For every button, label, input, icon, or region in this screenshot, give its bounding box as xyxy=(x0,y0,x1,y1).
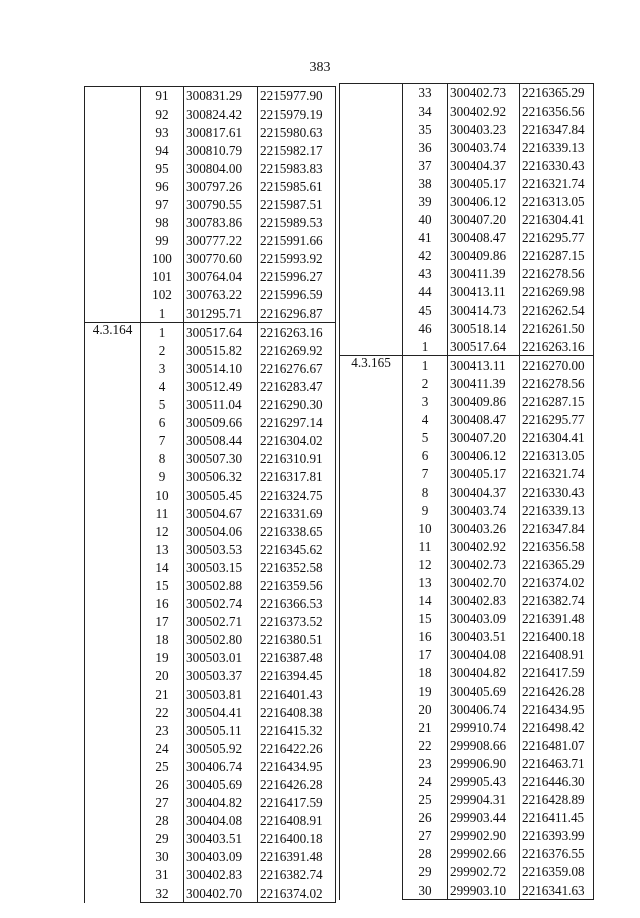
y-coordinate: 2216365.29 xyxy=(520,84,594,103)
x-coordinate: 300403.09 xyxy=(184,848,258,866)
point-number: 2 xyxy=(141,341,184,359)
point-number: 98 xyxy=(141,214,184,232)
x-coordinate: 300817.61 xyxy=(184,123,258,141)
y-coordinate: 2216278.56 xyxy=(520,265,594,283)
point-number: 12 xyxy=(403,555,448,573)
y-coordinate: 2216417.59 xyxy=(258,794,336,812)
point-number: 3 xyxy=(141,359,184,377)
y-coordinate: 2216408.91 xyxy=(258,812,336,830)
point-number: 14 xyxy=(141,558,184,576)
point-number: 20 xyxy=(141,667,184,685)
y-coordinate: 2216296.87 xyxy=(258,304,336,323)
y-coordinate: 2216290.30 xyxy=(258,396,336,414)
point-number: 32 xyxy=(141,884,184,903)
y-coordinate: 2216276.67 xyxy=(258,359,336,377)
point-number: 16 xyxy=(403,628,448,646)
point-number: 23 xyxy=(141,721,184,739)
y-coordinate: 2216366.53 xyxy=(258,595,336,613)
x-coordinate: 300406.12 xyxy=(448,193,520,211)
point-number: 9 xyxy=(403,501,448,519)
y-coordinate: 2216304.02 xyxy=(258,432,336,450)
point-number: 3 xyxy=(403,393,448,411)
point-number: 42 xyxy=(403,247,448,265)
y-coordinate: 2215993.92 xyxy=(258,250,336,268)
point-number: 1 xyxy=(141,304,184,323)
point-number: 7 xyxy=(403,465,448,483)
x-coordinate: 300504.41 xyxy=(184,703,258,721)
point-number: 29 xyxy=(403,863,448,881)
x-coordinate: 300404.82 xyxy=(448,664,520,682)
coordinates-table-left xyxy=(84,86,336,903)
y-coordinate: 2216263.16 xyxy=(258,323,336,342)
x-coordinate: 300508.44 xyxy=(184,432,258,450)
y-coordinate: 2216310.91 xyxy=(258,450,336,468)
x-coordinate: 300507.30 xyxy=(184,450,258,468)
point-number: 44 xyxy=(403,283,448,301)
point-number: 92 xyxy=(141,105,184,123)
y-coordinate: 2216422.26 xyxy=(258,739,336,757)
point-number: 10 xyxy=(141,486,184,504)
y-coordinate: 2216339.13 xyxy=(520,501,594,519)
point-number: 39 xyxy=(403,193,448,211)
y-coordinate: 2216417.59 xyxy=(520,664,594,682)
y-coordinate: 2216330.43 xyxy=(520,156,594,174)
x-coordinate: 299910.74 xyxy=(448,718,520,736)
point-number: 25 xyxy=(403,791,448,809)
y-coordinate: 2216313.05 xyxy=(520,193,594,211)
y-coordinate: 2216408.91 xyxy=(520,646,594,664)
y-coordinate: 2215987.51 xyxy=(258,196,336,214)
x-coordinate: 299908.66 xyxy=(448,736,520,754)
x-coordinate: 300505.45 xyxy=(184,486,258,504)
table-row xyxy=(340,84,594,103)
x-coordinate: 300414.73 xyxy=(448,301,520,319)
x-coordinate: 300504.67 xyxy=(184,504,258,522)
y-coordinate: 2215979.19 xyxy=(258,105,336,123)
y-coordinate: 2216446.30 xyxy=(520,773,594,791)
y-coordinate: 2216373.52 xyxy=(258,613,336,631)
point-number: 28 xyxy=(403,845,448,863)
section-id: 4.3.164 xyxy=(85,323,141,903)
point-number: 43 xyxy=(403,265,448,283)
point-number: 24 xyxy=(403,773,448,791)
y-coordinate: 2216374.02 xyxy=(258,884,336,903)
point-number: 10 xyxy=(403,519,448,537)
point-number: 33 xyxy=(403,84,448,103)
x-coordinate: 300504.06 xyxy=(184,522,258,540)
x-coordinate: 300407.20 xyxy=(448,211,520,229)
point-number: 11 xyxy=(403,537,448,555)
y-coordinate: 2216434.95 xyxy=(520,700,594,718)
y-coordinate: 2215996.27 xyxy=(258,268,336,286)
y-coordinate: 2216376.55 xyxy=(520,845,594,863)
point-number: 41 xyxy=(403,229,448,247)
x-coordinate: 300502.74 xyxy=(184,595,258,613)
y-coordinate: 2216380.51 xyxy=(258,631,336,649)
y-coordinate: 2216297.14 xyxy=(258,414,336,432)
point-number: 8 xyxy=(141,450,184,468)
y-coordinate: 2216324.75 xyxy=(258,486,336,504)
y-coordinate: 2216287.15 xyxy=(520,247,594,265)
x-coordinate: 300405.69 xyxy=(184,776,258,794)
x-coordinate: 300404.37 xyxy=(448,156,520,174)
point-number: 19 xyxy=(403,682,448,700)
point-number: 15 xyxy=(403,610,448,628)
point-number: 100 xyxy=(141,250,184,268)
x-coordinate: 300403.09 xyxy=(448,610,520,628)
y-coordinate: 2216498.42 xyxy=(520,718,594,736)
y-coordinate: 2216365.29 xyxy=(520,555,594,573)
x-coordinate: 300764.04 xyxy=(184,268,258,286)
point-number: 91 xyxy=(141,87,184,106)
y-coordinate: 2216408.38 xyxy=(258,703,336,721)
point-number: 95 xyxy=(141,159,184,177)
y-coordinate: 2215977.90 xyxy=(258,87,336,106)
x-coordinate: 300777.22 xyxy=(184,232,258,250)
y-coordinate: 2216304.41 xyxy=(520,429,594,447)
x-coordinate: 300503.01 xyxy=(184,649,258,667)
y-coordinate: 2216338.65 xyxy=(258,522,336,540)
x-coordinate: 299902.66 xyxy=(448,845,520,863)
point-number: 18 xyxy=(403,664,448,682)
x-coordinate: 300810.79 xyxy=(184,141,258,159)
y-coordinate: 2216341.63 xyxy=(520,881,594,900)
point-number: 5 xyxy=(141,396,184,414)
y-coordinate: 2216481.07 xyxy=(520,736,594,754)
y-coordinate: 2216434.95 xyxy=(258,757,336,775)
point-number: 17 xyxy=(403,646,448,664)
x-coordinate: 300511.04 xyxy=(184,396,258,414)
point-number: 93 xyxy=(141,123,184,141)
y-coordinate: 2216463.71 xyxy=(520,754,594,772)
x-coordinate: 300503.53 xyxy=(184,540,258,558)
x-coordinate: 300514.10 xyxy=(184,359,258,377)
y-coordinate: 2216391.48 xyxy=(258,848,336,866)
y-coordinate: 2215996.59 xyxy=(258,286,336,304)
point-number: 11 xyxy=(141,504,184,522)
y-coordinate: 2216382.74 xyxy=(520,592,594,610)
x-coordinate: 300409.86 xyxy=(448,393,520,411)
x-coordinate: 300402.92 xyxy=(448,537,520,555)
y-coordinate: 2216359.08 xyxy=(520,863,594,881)
point-number: 36 xyxy=(403,138,448,156)
x-coordinate: 300502.80 xyxy=(184,631,258,649)
point-number: 1 xyxy=(403,356,448,375)
y-coordinate: 2216295.77 xyxy=(520,229,594,247)
x-coordinate: 300502.88 xyxy=(184,577,258,595)
y-coordinate: 2216321.74 xyxy=(520,174,594,192)
x-coordinate: 300505.92 xyxy=(184,739,258,757)
y-coordinate: 2216347.84 xyxy=(520,519,594,537)
x-coordinate: 300413.11 xyxy=(448,356,520,375)
x-coordinate: 300404.08 xyxy=(448,646,520,664)
y-coordinate: 2216426.28 xyxy=(258,776,336,794)
y-coordinate: 2216411.45 xyxy=(520,809,594,827)
y-coordinate: 2215983.83 xyxy=(258,159,336,177)
point-number: 26 xyxy=(403,809,448,827)
y-coordinate: 2215980.63 xyxy=(258,123,336,141)
y-coordinate: 2216263.16 xyxy=(520,337,594,356)
y-coordinate: 2216401.43 xyxy=(258,685,336,703)
point-number: 37 xyxy=(403,156,448,174)
x-coordinate: 300406.12 xyxy=(448,447,520,465)
x-coordinate: 299902.72 xyxy=(448,863,520,881)
y-coordinate: 2216278.56 xyxy=(520,375,594,393)
y-coordinate: 2216374.02 xyxy=(520,574,594,592)
x-coordinate: 300804.00 xyxy=(184,159,258,177)
point-number: 94 xyxy=(141,141,184,159)
point-number: 21 xyxy=(403,718,448,736)
x-coordinate: 300831.29 xyxy=(184,87,258,106)
point-number: 18 xyxy=(141,631,184,649)
x-coordinate: 300402.70 xyxy=(448,574,520,592)
x-coordinate: 299905.43 xyxy=(448,773,520,791)
table-row xyxy=(85,87,336,106)
y-coordinate: 2216283.47 xyxy=(258,378,336,396)
y-coordinate: 2216400.18 xyxy=(520,628,594,646)
point-number: 102 xyxy=(141,286,184,304)
y-coordinate: 2216317.81 xyxy=(258,468,336,486)
y-coordinate: 2215991.66 xyxy=(258,232,336,250)
y-coordinate: 2216352.58 xyxy=(258,558,336,576)
point-number: 20 xyxy=(403,700,448,718)
x-coordinate: 300502.71 xyxy=(184,613,258,631)
y-coordinate: 2216391.48 xyxy=(520,610,594,628)
y-coordinate: 2216269.98 xyxy=(520,283,594,301)
y-coordinate: 2216428.89 xyxy=(520,791,594,809)
point-number: 6 xyxy=(141,414,184,432)
x-coordinate: 300503.15 xyxy=(184,558,258,576)
x-coordinate: 299906.90 xyxy=(448,754,520,772)
x-coordinate: 300405.17 xyxy=(448,465,520,483)
x-coordinate: 300503.37 xyxy=(184,667,258,685)
x-coordinate: 299903.44 xyxy=(448,809,520,827)
point-number: 31 xyxy=(141,866,184,884)
x-coordinate: 300517.64 xyxy=(448,337,520,356)
y-coordinate: 2216356.58 xyxy=(520,537,594,555)
point-number: 97 xyxy=(141,196,184,214)
x-coordinate: 300413.11 xyxy=(448,283,520,301)
y-coordinate: 2215985.61 xyxy=(258,177,336,195)
y-coordinate: 2216339.13 xyxy=(520,138,594,156)
x-coordinate: 300405.17 xyxy=(448,174,520,192)
point-number: 13 xyxy=(403,574,448,592)
point-number: 14 xyxy=(403,592,448,610)
x-coordinate: 300783.86 xyxy=(184,214,258,232)
point-number: 99 xyxy=(141,232,184,250)
y-coordinate: 2216359.56 xyxy=(258,577,336,595)
x-coordinate: 300512.49 xyxy=(184,378,258,396)
section-id xyxy=(340,84,403,356)
y-coordinate: 2216415.32 xyxy=(258,721,336,739)
x-coordinate: 300509.66 xyxy=(184,414,258,432)
point-number: 27 xyxy=(141,794,184,812)
y-coordinate: 2216400.18 xyxy=(258,830,336,848)
point-number: 27 xyxy=(403,827,448,845)
x-coordinate: 300515.82 xyxy=(184,341,258,359)
x-coordinate: 300402.83 xyxy=(448,592,520,610)
x-coordinate: 300790.55 xyxy=(184,196,258,214)
y-coordinate: 2215982.17 xyxy=(258,141,336,159)
x-coordinate: 300406.74 xyxy=(184,757,258,775)
x-coordinate: 300408.47 xyxy=(448,411,520,429)
x-coordinate: 300403.51 xyxy=(184,830,258,848)
x-coordinate: 300763.22 xyxy=(184,286,258,304)
y-coordinate: 2216321.74 xyxy=(520,465,594,483)
point-number: 13 xyxy=(141,540,184,558)
point-number: 12 xyxy=(141,522,184,540)
section-id: 4.3.165 xyxy=(340,356,403,900)
point-number: 25 xyxy=(141,757,184,775)
point-number: 22 xyxy=(141,703,184,721)
y-coordinate: 2216331.69 xyxy=(258,504,336,522)
point-number: 2 xyxy=(403,375,448,393)
y-coordinate: 2216393.99 xyxy=(520,827,594,845)
x-coordinate: 300518.14 xyxy=(448,319,520,337)
y-coordinate: 2216313.05 xyxy=(520,447,594,465)
y-coordinate: 2216394.45 xyxy=(258,667,336,685)
point-number: 4 xyxy=(403,411,448,429)
point-number: 38 xyxy=(403,174,448,192)
point-number: 8 xyxy=(403,483,448,501)
x-coordinate: 300403.74 xyxy=(448,501,520,519)
point-number: 5 xyxy=(403,429,448,447)
x-coordinate: 300402.83 xyxy=(184,866,258,884)
x-coordinate: 300411.39 xyxy=(448,375,520,393)
y-coordinate: 2216295.77 xyxy=(520,411,594,429)
coordinates-table-right xyxy=(339,83,594,900)
x-coordinate: 300770.60 xyxy=(184,250,258,268)
section-id xyxy=(85,87,141,323)
x-coordinate: 299904.31 xyxy=(448,791,520,809)
y-coordinate: 2216345.62 xyxy=(258,540,336,558)
x-coordinate: 300506.32 xyxy=(184,468,258,486)
y-coordinate: 2216262.54 xyxy=(520,301,594,319)
y-coordinate: 2216261.50 xyxy=(520,319,594,337)
table-row xyxy=(340,356,594,375)
x-coordinate: 300404.37 xyxy=(448,483,520,501)
point-number: 101 xyxy=(141,268,184,286)
point-number: 15 xyxy=(141,577,184,595)
point-number: 23 xyxy=(403,754,448,772)
y-coordinate: 2216382.74 xyxy=(258,866,336,884)
point-number: 46 xyxy=(403,319,448,337)
x-coordinate: 300404.82 xyxy=(184,794,258,812)
x-coordinate: 300407.20 xyxy=(448,429,520,447)
x-coordinate: 300403.74 xyxy=(448,138,520,156)
point-number: 30 xyxy=(141,848,184,866)
table-row xyxy=(85,323,336,342)
x-coordinate: 300517.64 xyxy=(184,323,258,342)
x-coordinate: 300403.26 xyxy=(448,519,520,537)
point-number: 40 xyxy=(403,211,448,229)
page-number: 383 xyxy=(309,60,331,75)
y-coordinate: 2216356.56 xyxy=(520,102,594,120)
x-coordinate: 300402.70 xyxy=(184,884,258,903)
x-coordinate: 299903.10 xyxy=(448,881,520,900)
x-coordinate: 300505.11 xyxy=(184,721,258,739)
y-coordinate: 2216287.15 xyxy=(520,393,594,411)
point-number: 28 xyxy=(141,812,184,830)
y-coordinate: 2216270.00 xyxy=(520,356,594,375)
x-coordinate: 300408.47 xyxy=(448,229,520,247)
x-coordinate: 300402.92 xyxy=(448,102,520,120)
point-number: 9 xyxy=(141,468,184,486)
point-number: 22 xyxy=(403,736,448,754)
point-number: 7 xyxy=(141,432,184,450)
x-coordinate: 301295.71 xyxy=(184,304,258,323)
point-number: 29 xyxy=(141,830,184,848)
y-coordinate: 2215989.53 xyxy=(258,214,336,232)
y-coordinate: 2216304.41 xyxy=(520,211,594,229)
point-number: 30 xyxy=(403,881,448,900)
x-coordinate: 300797.26 xyxy=(184,177,258,195)
point-number: 34 xyxy=(403,102,448,120)
x-coordinate: 300411.39 xyxy=(448,265,520,283)
y-coordinate: 2216387.48 xyxy=(258,649,336,667)
point-number: 1 xyxy=(141,323,184,342)
x-coordinate: 300405.69 xyxy=(448,682,520,700)
x-coordinate: 300404.08 xyxy=(184,812,258,830)
y-coordinate: 2216330.43 xyxy=(520,483,594,501)
x-coordinate: 300824.42 xyxy=(184,105,258,123)
point-number: 17 xyxy=(141,613,184,631)
point-number: 26 xyxy=(141,776,184,794)
point-number: 45 xyxy=(403,301,448,319)
x-coordinate: 300503.81 xyxy=(184,685,258,703)
point-number: 1 xyxy=(403,337,448,356)
x-coordinate: 300406.74 xyxy=(448,700,520,718)
point-number: 16 xyxy=(141,595,184,613)
point-number: 21 xyxy=(141,685,184,703)
y-coordinate: 2216269.92 xyxy=(258,341,336,359)
x-coordinate: 300409.86 xyxy=(448,247,520,265)
x-coordinate: 300403.51 xyxy=(448,628,520,646)
y-coordinate: 2216426.28 xyxy=(520,682,594,700)
point-number: 4 xyxy=(141,378,184,396)
x-coordinate: 299902.90 xyxy=(448,827,520,845)
point-number: 96 xyxy=(141,177,184,195)
point-number: 6 xyxy=(403,447,448,465)
point-number: 35 xyxy=(403,120,448,138)
x-coordinate: 300402.73 xyxy=(448,84,520,103)
x-coordinate: 300403.23 xyxy=(448,120,520,138)
x-coordinate: 300402.73 xyxy=(448,555,520,573)
y-coordinate: 2216347.84 xyxy=(520,120,594,138)
point-number: 19 xyxy=(141,649,184,667)
point-number: 24 xyxy=(141,739,184,757)
